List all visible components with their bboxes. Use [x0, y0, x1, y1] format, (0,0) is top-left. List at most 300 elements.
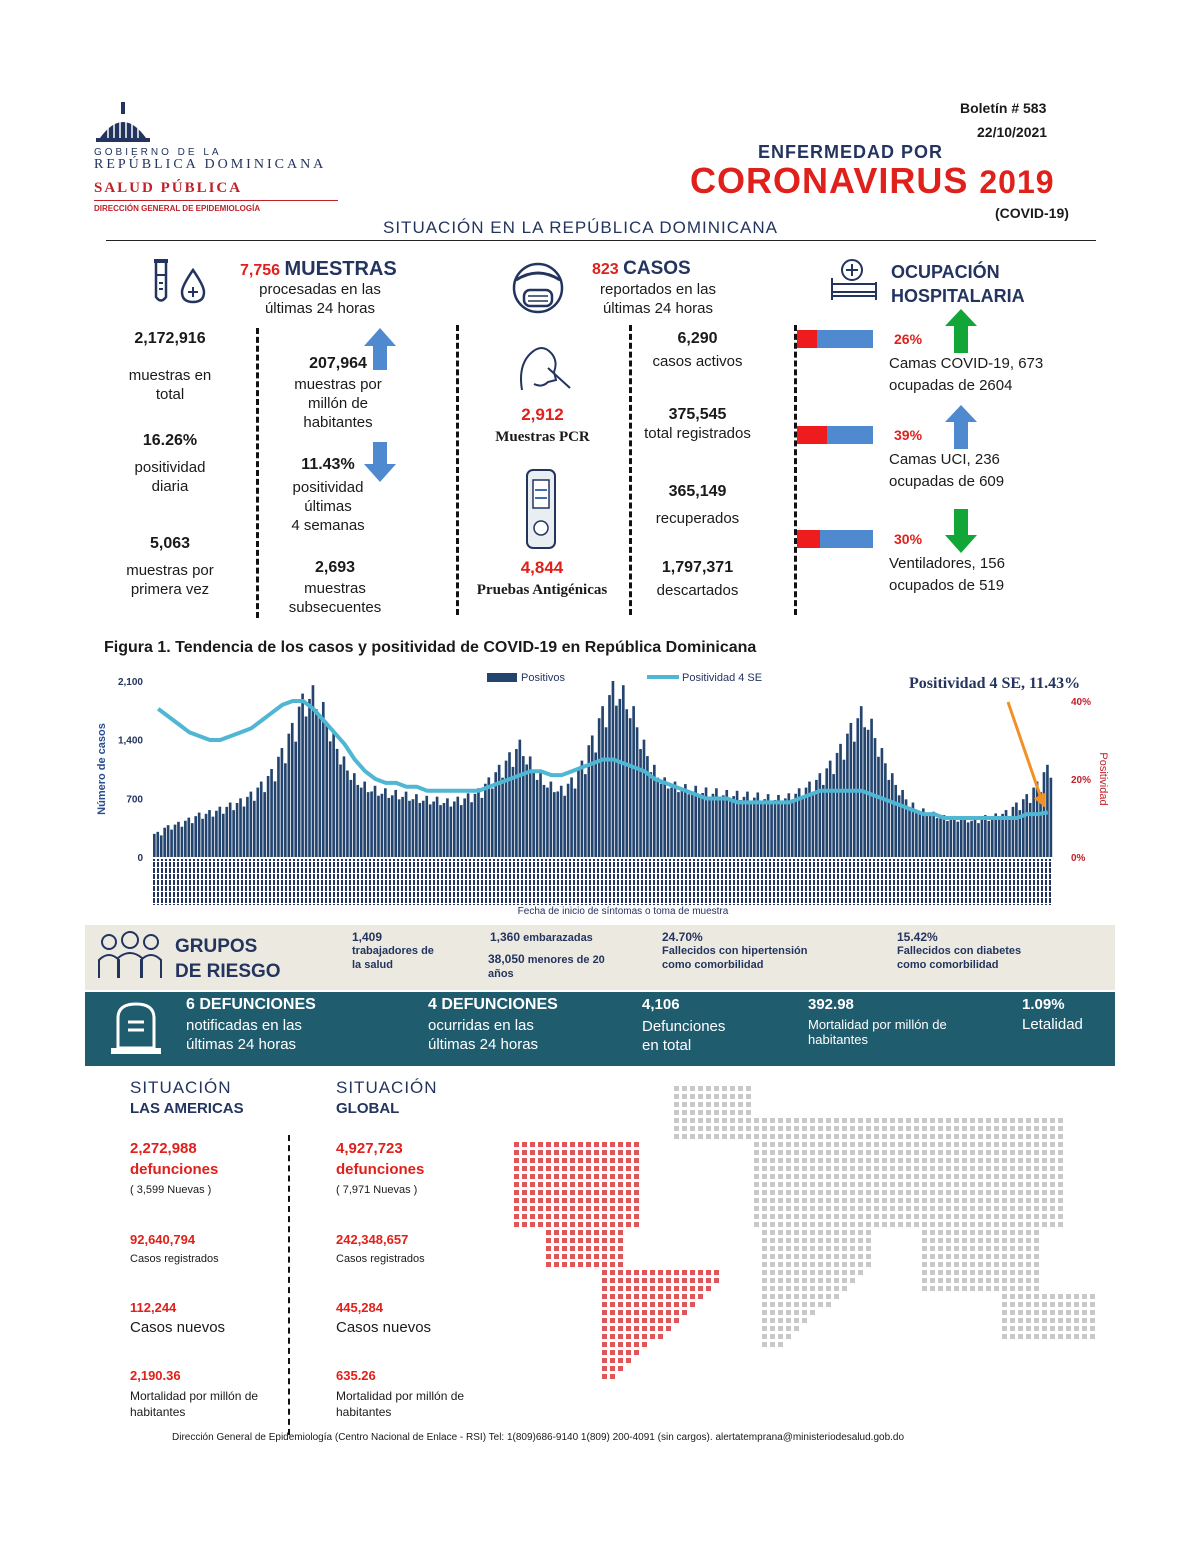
map-dot	[882, 1198, 887, 1203]
map-dot	[890, 1182, 895, 1187]
map-dot	[834, 1278, 839, 1283]
map-dot	[714, 1086, 719, 1091]
bar	[532, 771, 535, 857]
map-dot	[682, 1278, 687, 1283]
map-dot	[674, 1094, 679, 1099]
map-dot	[682, 1094, 687, 1099]
bar	[294, 742, 297, 857]
map-dot	[898, 1190, 903, 1195]
map-dot	[802, 1118, 807, 1123]
bar	[394, 790, 397, 857]
map-dot	[746, 1110, 751, 1115]
map-dot	[946, 1286, 951, 1291]
map-dot	[802, 1254, 807, 1259]
map-dot	[762, 1318, 767, 1323]
map-dot	[1018, 1174, 1023, 1179]
map-dot	[1034, 1230, 1039, 1235]
map-dot	[970, 1286, 975, 1291]
map-dot	[786, 1134, 791, 1139]
map-dot	[1002, 1246, 1007, 1251]
map-dot	[626, 1342, 631, 1347]
map-dot	[802, 1230, 807, 1235]
map-dot	[1026, 1222, 1031, 1227]
map-dot	[858, 1246, 863, 1251]
map-dot	[714, 1126, 719, 1131]
map-dot	[898, 1174, 903, 1179]
map-dot	[602, 1334, 607, 1339]
map-dot	[938, 1254, 943, 1259]
map-dot	[586, 1230, 591, 1235]
y-tick-label: 2,100	[117, 677, 143, 688]
map-dot	[610, 1350, 615, 1355]
map-dot	[578, 1238, 583, 1243]
map-dot	[546, 1142, 551, 1147]
map-dot	[898, 1142, 903, 1147]
map-dot	[802, 1134, 807, 1139]
map-dot	[530, 1182, 535, 1187]
map-dot	[842, 1190, 847, 1195]
map-dot	[1042, 1214, 1047, 1219]
map-dot	[890, 1222, 895, 1227]
bar	[619, 699, 622, 857]
boletin: Boletín # 583	[960, 100, 1047, 116]
map-dot	[826, 1158, 831, 1163]
map-dot	[850, 1238, 855, 1243]
map-dot	[1058, 1302, 1063, 1307]
map-dot	[530, 1214, 535, 1219]
map-dot	[1050, 1222, 1055, 1227]
menores-label-1: menores de 20	[527, 954, 605, 966]
map-dot	[826, 1230, 831, 1235]
map-dot	[586, 1166, 591, 1171]
map-dot	[754, 1126, 759, 1131]
map-dot	[754, 1166, 759, 1171]
map-dot	[978, 1166, 983, 1171]
map-dot	[786, 1238, 791, 1243]
map-dot	[786, 1246, 791, 1251]
map-dot	[882, 1222, 887, 1227]
map-dot	[666, 1286, 671, 1291]
map-dot	[898, 1222, 903, 1227]
map-dot	[866, 1158, 871, 1163]
map-dot	[626, 1190, 631, 1195]
map-dot	[810, 1174, 815, 1179]
bar	[656, 778, 659, 857]
muestras-subtitle	[240, 280, 400, 318]
map-dot	[586, 1182, 591, 1187]
bar	[739, 800, 742, 857]
map-dot	[810, 1206, 815, 1211]
map-dot	[1034, 1118, 1039, 1123]
map-dot	[1050, 1334, 1055, 1339]
map-dot	[690, 1294, 695, 1299]
bar	[970, 821, 973, 857]
map-dot	[1026, 1230, 1031, 1235]
map-dot	[610, 1166, 615, 1171]
map-dot	[530, 1190, 535, 1195]
map-dot	[922, 1118, 927, 1123]
map-dot	[994, 1126, 999, 1131]
ocupacion-title-1: OCUPACIÓN	[891, 262, 1000, 282]
bar	[153, 834, 156, 857]
map-dot	[1034, 1134, 1039, 1139]
map-dot	[626, 1326, 631, 1331]
map-dot	[778, 1334, 783, 1339]
bar	[881, 748, 884, 857]
map-dot	[818, 1118, 823, 1123]
map-dot	[1050, 1126, 1055, 1131]
map-dot	[954, 1182, 959, 1187]
map-dot	[890, 1166, 895, 1171]
map-dot	[826, 1262, 831, 1267]
map-dot	[906, 1158, 911, 1163]
bar	[781, 804, 784, 857]
map-dot	[770, 1198, 775, 1203]
map-dot	[1034, 1318, 1039, 1323]
def-total-label-2: en total	[642, 1037, 692, 1054]
map-dot	[1042, 1134, 1047, 1139]
map-dot	[994, 1214, 999, 1219]
trend-down-arrow-icon	[944, 508, 978, 554]
americas-def-value: 2,272,988	[130, 1140, 197, 1157]
map-dot	[858, 1142, 863, 1147]
divider	[288, 1135, 290, 1435]
bar	[160, 835, 163, 857]
map-dot	[546, 1214, 551, 1219]
trabajadores-label-1: trabajadores de	[352, 945, 434, 957]
map-dot	[706, 1270, 711, 1275]
map-dot	[962, 1158, 967, 1163]
map-dot	[842, 1222, 847, 1227]
map-dot	[674, 1110, 679, 1115]
map-dot	[794, 1126, 799, 1131]
map-dot	[994, 1262, 999, 1267]
bar	[543, 785, 546, 857]
direccion: DIRECCIÓN GENERAL DE EPIDEMIOLOGÍA	[94, 204, 261, 213]
map-dot	[578, 1182, 583, 1187]
map-dot	[514, 1158, 519, 1163]
map-dot	[906, 1190, 911, 1195]
map-dot	[602, 1286, 607, 1291]
legend-swatch-positivos	[487, 673, 517, 682]
map-dot	[610, 1278, 615, 1283]
map-dot	[626, 1174, 631, 1179]
map-dot	[714, 1270, 719, 1275]
map-dot	[594, 1222, 599, 1227]
map-dot	[826, 1118, 831, 1123]
map-dot	[562, 1238, 567, 1243]
map-dot	[970, 1182, 975, 1187]
map-dot	[834, 1182, 839, 1187]
map-dot	[890, 1158, 895, 1163]
bar	[332, 731, 335, 857]
bar	[201, 819, 204, 857]
map-dot	[978, 1198, 983, 1203]
map-dot	[970, 1246, 975, 1251]
map-dot	[762, 1294, 767, 1299]
occupancy-label-line: ocupadas de 2604	[889, 377, 1013, 394]
map-dot	[1010, 1318, 1015, 1323]
map-dot	[618, 1150, 623, 1155]
americas-title-2: LAS AMERICAS	[130, 1100, 244, 1117]
map-dot	[1058, 1134, 1063, 1139]
bar	[1032, 788, 1035, 857]
map-dot	[738, 1134, 743, 1139]
map-dot	[818, 1230, 823, 1235]
map-dot	[778, 1286, 783, 1291]
map-dot	[674, 1318, 679, 1323]
map-dot	[962, 1134, 967, 1139]
primera-vez-value: 5,063	[149, 535, 191, 552]
map-dot	[906, 1214, 911, 1219]
map-dot	[642, 1294, 647, 1299]
map-dot	[1002, 1262, 1007, 1267]
map-dot	[882, 1166, 887, 1171]
map-dot	[570, 1254, 575, 1259]
map-dot	[770, 1262, 775, 1267]
descartados-label: descartados	[656, 582, 739, 599]
map-dot	[562, 1142, 567, 1147]
map-dot	[842, 1254, 847, 1259]
bar	[639, 749, 642, 857]
antigenicas-value: 4,844	[520, 558, 564, 577]
bar	[174, 825, 177, 857]
bar	[1050, 778, 1053, 857]
map-dot	[730, 1086, 735, 1091]
bar	[187, 818, 190, 857]
map-dot	[594, 1262, 599, 1267]
map-dot	[602, 1350, 607, 1355]
bar	[408, 801, 411, 857]
map-dot	[914, 1158, 919, 1163]
map-dot	[1066, 1326, 1071, 1331]
map-dot	[1002, 1310, 1007, 1315]
map-dot	[930, 1134, 935, 1139]
map-dot	[914, 1190, 919, 1195]
map-dot	[626, 1166, 631, 1171]
map-dot	[834, 1150, 839, 1155]
y2-axis-label: Positividad	[1097, 752, 1109, 806]
bar	[515, 749, 518, 857]
divider	[256, 328, 259, 618]
map-dot	[874, 1206, 879, 1211]
map-dot	[650, 1270, 655, 1275]
annotation-arrow-line	[1008, 702, 1042, 800]
map-dot	[570, 1150, 575, 1155]
map-dot	[1042, 1174, 1047, 1179]
map-dot	[842, 1118, 847, 1123]
map-dot	[962, 1238, 967, 1243]
map-dot	[826, 1278, 831, 1283]
bar	[512, 767, 515, 857]
map-dot	[762, 1142, 767, 1147]
bar	[712, 794, 715, 857]
map-dot	[986, 1278, 991, 1283]
map-dot	[626, 1294, 631, 1299]
map-dot	[594, 1206, 599, 1211]
bar	[812, 792, 815, 857]
map-dot	[762, 1126, 767, 1131]
map-dot	[546, 1230, 551, 1235]
map-dot	[850, 1182, 855, 1187]
map-dot	[1026, 1126, 1031, 1131]
map-dot	[634, 1342, 639, 1347]
casos-title: CASOS	[623, 258, 691, 279]
map-dot	[1058, 1166, 1063, 1171]
map-dot	[954, 1222, 959, 1227]
map-dot	[930, 1238, 935, 1243]
americas-mort-value: 2,190.36	[130, 1368, 181, 1383]
map-dot	[906, 1150, 911, 1155]
map-dot	[1002, 1334, 1007, 1339]
map-dot	[546, 1254, 551, 1259]
map-dot	[1026, 1150, 1031, 1155]
map-dot	[634, 1326, 639, 1331]
map-dot	[642, 1334, 647, 1339]
map-dot	[674, 1294, 679, 1299]
map-dot	[802, 1182, 807, 1187]
map-dot	[1042, 1334, 1047, 1339]
map-dot	[1034, 1246, 1039, 1251]
map-dot	[626, 1358, 631, 1363]
primera-vez-label-1: muestras por	[126, 562, 214, 579]
map-dot	[578, 1230, 583, 1235]
map-dot	[930, 1126, 935, 1131]
map-dot	[626, 1302, 631, 1307]
map-dot	[834, 1294, 839, 1299]
bar	[322, 702, 325, 857]
map-dot	[794, 1230, 799, 1235]
map-dot	[770, 1286, 775, 1291]
bar	[412, 799, 415, 857]
map-dot	[866, 1230, 871, 1235]
bar	[925, 815, 928, 857]
map-dot	[810, 1150, 815, 1155]
map-dot	[714, 1134, 719, 1139]
map-dot	[1010, 1302, 1015, 1307]
map-dot	[994, 1230, 999, 1235]
trend-up-arrow-icon	[944, 404, 978, 450]
map-dot	[778, 1278, 783, 1283]
occupancy-label-line: Ventiladores, 156	[889, 555, 1005, 572]
bar	[960, 820, 963, 857]
occupancy-label-line: ocupados de 519	[889, 577, 1005, 594]
bar	[953, 816, 956, 857]
map-dot	[946, 1182, 951, 1187]
map-dot	[618, 1358, 623, 1363]
map-dot	[794, 1294, 799, 1299]
map-dot	[682, 1102, 687, 1107]
map-dot	[866, 1134, 871, 1139]
bar	[660, 784, 663, 857]
map-dot	[1002, 1142, 1007, 1147]
map-dot	[818, 1134, 823, 1139]
bar	[591, 735, 594, 857]
map-dot	[778, 1294, 783, 1299]
bar	[801, 798, 804, 857]
map-dot	[610, 1238, 615, 1243]
map-dot	[514, 1182, 519, 1187]
map-dot	[802, 1294, 807, 1299]
map-dot	[914, 1142, 919, 1147]
map-dot	[706, 1126, 711, 1131]
map-dot	[634, 1286, 639, 1291]
bar	[339, 764, 342, 857]
map-dot	[634, 1222, 639, 1227]
map-dot	[762, 1166, 767, 1171]
map-dot	[898, 1134, 903, 1139]
map-dot	[866, 1222, 871, 1227]
map-dot	[778, 1182, 783, 1187]
bar	[239, 798, 242, 857]
bar	[622, 685, 625, 857]
map-dot	[770, 1166, 775, 1171]
map-dot	[562, 1254, 567, 1259]
coronavirus-title	[690, 160, 1055, 202]
map-dot	[746, 1094, 751, 1099]
map-dot	[698, 1278, 703, 1283]
map-dot	[778, 1342, 783, 1347]
map-dot	[522, 1174, 527, 1179]
bar	[329, 741, 332, 857]
map-dot	[930, 1158, 935, 1163]
map-dot	[538, 1190, 543, 1195]
map-dot	[1002, 1182, 1007, 1187]
map-dot	[938, 1166, 943, 1171]
map-dot	[818, 1174, 823, 1179]
bar	[481, 798, 484, 857]
map-dot	[626, 1286, 631, 1291]
bar	[250, 792, 253, 857]
bar	[246, 797, 249, 857]
bar	[794, 794, 797, 857]
drop-icon	[178, 268, 208, 304]
map-dot	[762, 1134, 767, 1139]
map-dot	[602, 1214, 607, 1219]
map-dot	[802, 1246, 807, 1251]
map-dot	[626, 1270, 631, 1275]
map-dot	[810, 1142, 815, 1147]
map-dot	[1042, 1182, 1047, 1187]
map-dot	[1026, 1294, 1031, 1299]
map-dot	[826, 1126, 831, 1131]
map-dot	[810, 1230, 815, 1235]
map-dot	[914, 1126, 919, 1131]
map-dot	[874, 1142, 879, 1147]
map-dot	[786, 1118, 791, 1123]
map-dot	[1018, 1278, 1023, 1283]
map-dot	[930, 1286, 935, 1291]
map-dot	[994, 1166, 999, 1171]
covid-label: (COVID-19)	[995, 205, 1069, 221]
gov-line2: REPÚBLICA DOMINICANA	[94, 157, 327, 172]
map-dot	[826, 1246, 831, 1251]
map-dot	[642, 1342, 647, 1347]
map-dot	[1050, 1206, 1055, 1211]
map-dot	[682, 1270, 687, 1275]
bar	[463, 798, 466, 857]
map-dot	[818, 1190, 823, 1195]
map-dot	[1066, 1310, 1071, 1315]
map-dot	[882, 1150, 887, 1155]
map-dot	[778, 1166, 783, 1171]
map-dot	[618, 1286, 623, 1291]
map-dot	[850, 1222, 855, 1227]
map-dot	[610, 1174, 615, 1179]
map-dot	[1002, 1302, 1007, 1307]
map-dot	[946, 1142, 951, 1147]
map-dot	[562, 1190, 567, 1195]
